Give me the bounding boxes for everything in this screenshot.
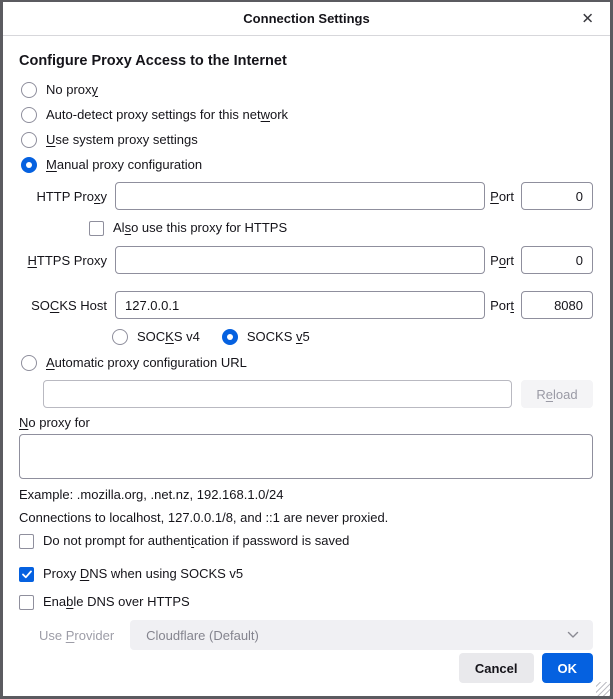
close-icon[interactable]: ✕: [581, 10, 594, 27]
socks-host-row: [19, 291, 593, 319]
radio-circle-socks-v4[interactable]: [112, 329, 128, 345]
radio-auto-detect[interactable]: [21, 107, 593, 123]
radio-system-proxy-label: Use system proxy settings: [46, 132, 198, 147]
auto-config-url-input[interactable]: [43, 380, 512, 408]
radio-circle-system-proxy[interactable]: [21, 132, 37, 148]
http-proxy-input[interactable]: [115, 182, 485, 210]
no-proxy-example-text: Example: .mozilla.org, .net.nz, 192.168.1.0/24: [19, 487, 284, 502]
socks-host-label: SOCKS Host: [31, 297, 107, 313]
https-port-label: Port: [490, 252, 514, 268]
http-proxy-row: [19, 182, 593, 210]
proxy-dns-checkbox-row[interactable]: [19, 566, 593, 582]
https-proxy-label: HTTPS Proxy: [27, 252, 107, 268]
socks-port-input[interactable]: [521, 291, 593, 319]
radio-circle-no-proxy[interactable]: [21, 82, 37, 98]
resize-grip-bottom-right[interactable]: [596, 682, 610, 696]
also-https-checkbox[interactable]: [89, 221, 104, 236]
also-https-label: Also use this proxy for HTTPS: [113, 220, 288, 235]
https-proxy-input[interactable]: [115, 246, 485, 274]
auto-config-url-row: [43, 380, 593, 408]
radio-auto-config-url-label: Automatic proxy configuration URL: [46, 355, 247, 370]
doh-provider-row: [39, 620, 593, 650]
provider-selected-value: Cloudflare (Default): [146, 627, 259, 643]
http-proxy-label: HTTP Proxy: [36, 188, 107, 204]
radio-manual-proxy-label: Manual proxy configuration: [46, 157, 203, 172]
dialog-title: Connection Settings: [243, 11, 370, 26]
radio-system-proxy[interactable]: [21, 132, 593, 148]
page-title: Configure Proxy Access to the Internet: [19, 53, 287, 69]
dialog-content: [3, 36, 610, 696]
chevron-down-icon: [567, 631, 579, 639]
socks-version-group: [112, 329, 593, 345]
radio-socks-v4-label: SOCKS v4: [137, 329, 200, 344]
proxy-dns-checkbox[interactable]: [19, 567, 34, 582]
check-icon: [22, 570, 32, 579]
radio-no-proxy-label: No proxy: [46, 82, 99, 97]
no-prompt-auth-checkbox[interactable]: [19, 534, 34, 549]
socks-port-label: Port: [490, 297, 514, 313]
dialog-footer: [19, 653, 593, 683]
radio-circle-auto-config-url[interactable]: [21, 355, 37, 371]
ok-button[interactable]: OK: [542, 653, 594, 683]
provider-dropdown[interactable]: [130, 620, 593, 650]
radio-circle-manual-proxy[interactable]: [21, 157, 37, 173]
doh-label: Enable DNS over HTTPS: [43, 594, 190, 609]
no-proxy-note-text: Connections to localhost, 127.0.0.1/8, and ::1 are never proxied.: [19, 510, 389, 525]
no-proxy-for-textarea[interactable]: [19, 434, 593, 479]
https-port-input[interactable]: [521, 246, 593, 274]
doh-checkbox-row[interactable]: [19, 594, 593, 610]
doh-checkbox[interactable]: [19, 595, 34, 610]
socks-host-input[interactable]: [115, 291, 485, 319]
use-provider-label: Use Provider: [39, 627, 115, 643]
proxy-dns-label: Proxy DNS when using SOCKS v5: [43, 566, 244, 581]
radio-socks-v4[interactable]: [112, 329, 200, 345]
dialog-titlebar: [3, 2, 610, 36]
reload-button[interactable]: Reload: [521, 380, 593, 408]
cancel-button[interactable]: Cancel: [459, 653, 534, 683]
also-https-checkbox-row[interactable]: [89, 220, 593, 236]
https-proxy-row: [19, 246, 593, 274]
radio-manual-proxy[interactable]: [21, 157, 593, 173]
no-proxy-for-label: No proxy for: [19, 415, 90, 430]
radio-auto-detect-label: Auto-detect proxy settings for this network: [46, 107, 289, 122]
radio-circle-auto-detect[interactable]: [21, 107, 37, 123]
no-prompt-auth-label: Do not prompt for authentication if password is saved: [43, 533, 350, 548]
radio-auto-config-url[interactable]: [21, 355, 593, 371]
http-port-label: Port: [490, 188, 514, 204]
radio-no-proxy[interactable]: [21, 82, 593, 98]
http-port-input[interactable]: [521, 182, 593, 210]
no-prompt-auth-checkbox-row[interactable]: [19, 533, 593, 549]
radio-circle-socks-v5[interactable]: [222, 329, 238, 345]
radio-socks-v5[interactable]: [222, 329, 310, 345]
radio-socks-v5-label: SOCKS v5: [246, 329, 310, 344]
